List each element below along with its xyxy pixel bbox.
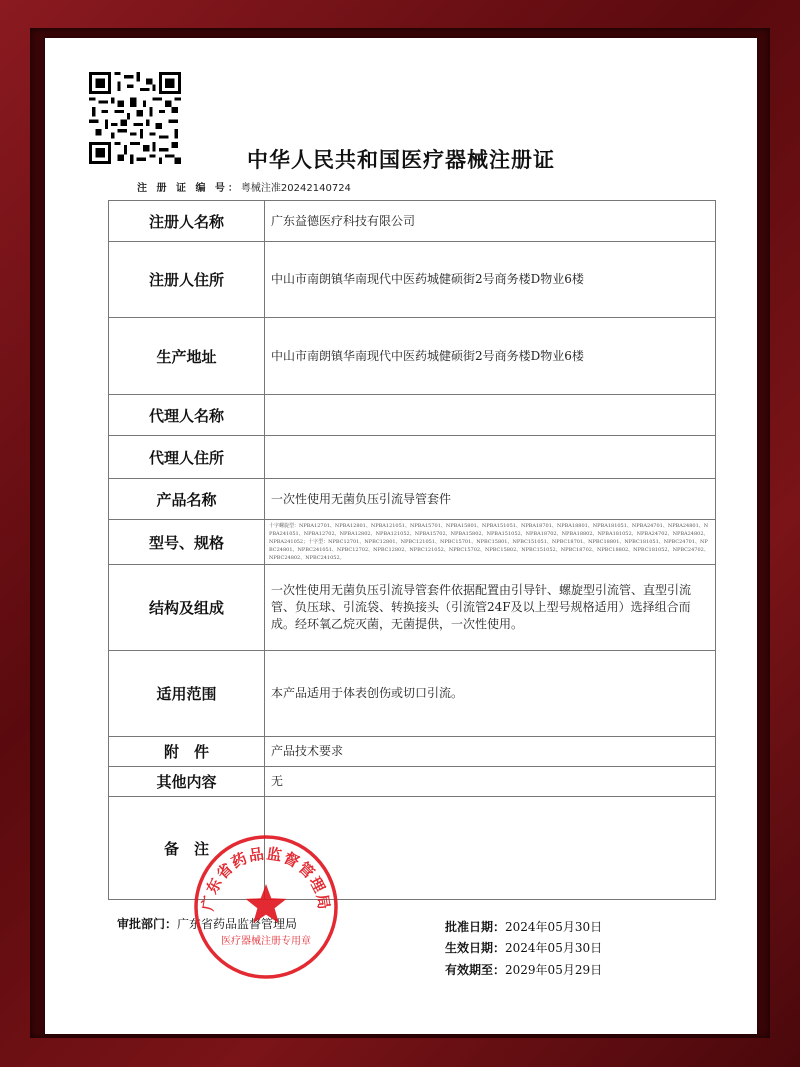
registrant-address-value: 中山市南朗镇华南现代中医药城健硕街2号商务楼D物业6楼	[265, 242, 716, 318]
approve-date-label: 批准日期：	[445, 920, 506, 934]
expiry-date-label: 有效期至：	[445, 963, 506, 977]
field-label: 生产地址	[109, 318, 265, 395]
seal-star-icon	[246, 884, 287, 923]
seal-inner-text: 医疗器械注册专用章	[221, 936, 311, 947]
effective-date-label: 生效日期：	[445, 941, 506, 955]
field-label: 代理人住所	[109, 436, 265, 479]
field-label: 产品名称	[109, 479, 265, 520]
registrant-name-value: 广东益德医疗科技有限公司	[265, 201, 716, 242]
seal-ring-text: 广东省药品监督管理局	[198, 844, 334, 913]
approver-label: 审批部门：	[117, 917, 178, 931]
field-label: 型号、规格	[109, 520, 265, 565]
registration-number	[137, 179, 351, 194]
certificate-paper	[45, 38, 757, 1034]
expiry-date-line	[445, 961, 602, 978]
field-label: 备 注	[109, 797, 265, 900]
field-label: 代理人名称	[109, 395, 265, 436]
registration-number-value: 粤械注准20242140724	[240, 183, 351, 194]
approve-date-value: 2024年05月30日	[505, 920, 603, 934]
table-row	[109, 565, 716, 651]
field-label: 适用范围	[109, 651, 265, 737]
table-row	[109, 201, 716, 242]
scope-value: 本产品适用于体表创伤或切口引流。	[265, 651, 716, 737]
structure-composition-value: 一次性使用无菌负压引流导管套件依据配置由引导针、螺旋型引流管、直型引流管、负压球、引流袋、转换接头（引流管24F及以上型号规格适用）选择组合而成。经环氧乙烷灭菌，无菌提供，一次性使用。	[265, 565, 716, 651]
effective-date-line	[445, 939, 602, 956]
table-row	[109, 479, 716, 520]
production-address-value: 中山市南朗镇华南现代中医药城健硕街2号商务楼D物业6楼	[265, 318, 716, 395]
field-label: 结构及组成	[109, 565, 265, 651]
effective-date-value: 2024年05月30日	[505, 941, 603, 955]
certificate-title: 中华人民共和国医疗器械注册证	[247, 148, 555, 172]
expiry-date-value: 2029年05月29日	[505, 963, 603, 977]
agent-name-value	[265, 395, 716, 436]
certificate-table	[108, 200, 716, 900]
model-spec-value: 十字螺旋型：NPBA12701、NPBA12801、NPBA121051、NPBA15701、NPBA15801、NPBA151051、NPBA18701、NPBA18801、NPBA181051、NPBA24701、NPBA24801、NPBA241051、NPBA12702、NPBA12802、NPBA121052、NPBA15702、NPBA15802、NPBA151052、NPBA18702、NPBA18802、NPBA181052、NPBA24702、NPBA24802、NPBA241052；十字型：NPBC12701、NPBC12801、NPBC121051、NPBC15701、NPBC15801、NPBC151051、NPBC18701、NPBC18801、NPBC181051、NPBC24701、NPBC24801、NPBC241051、NPBC12702、NPBC12802、NPBC121052、NPBC15702、NPBC15802、NPBC151052、NPBC18702、NPBC18802、NPBC181052、NPBC24702、NPBC24802、NPBC241052。	[265, 520, 716, 565]
field-label: 附 件	[109, 737, 265, 767]
table-row	[109, 318, 716, 395]
table-row	[109, 242, 716, 318]
table-row	[109, 436, 716, 479]
other-content-value: 无	[265, 767, 716, 797]
table-row	[109, 767, 716, 797]
field-label: 注册人名称	[109, 201, 265, 242]
registration-number-label: 注 册 证 编 号：	[137, 183, 241, 194]
table-row	[109, 651, 716, 737]
official-seal	[191, 832, 341, 982]
field-label: 注册人住所	[109, 242, 265, 318]
table-row	[109, 737, 716, 767]
approver-value: 广东省药品监督管理局	[177, 917, 298, 931]
agent-address-value	[265, 436, 716, 479]
product-name-value: 一次性使用无菌负压引流导管套件	[265, 479, 716, 520]
table-row	[109, 395, 716, 436]
table-row	[109, 520, 716, 565]
attachment-value: 产品技术要求	[265, 737, 716, 767]
approve-date-line	[445, 918, 602, 935]
field-label: 其他内容	[109, 767, 265, 797]
